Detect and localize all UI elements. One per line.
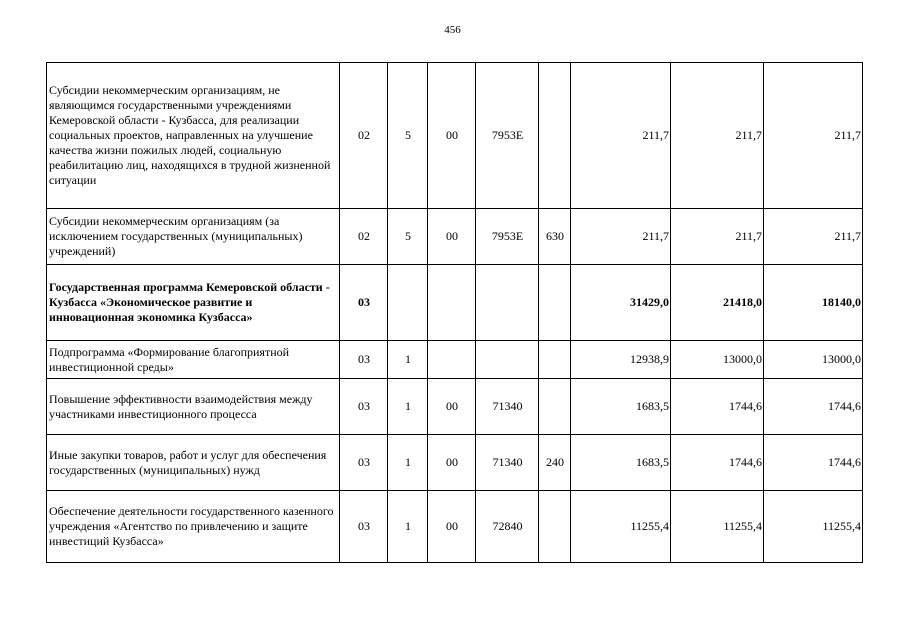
row-name: Повышение эффективности взаимодействия между участниками инвестиционного процесса [47,379,340,435]
program-code: 00 [428,491,476,563]
amount-year-3: 18140,0 [764,265,863,341]
direction-code [476,265,539,341]
expense-type-code [539,265,571,341]
amount-year-3: 13000,0 [764,341,863,379]
subsection-code: 1 [388,491,428,563]
table-row [47,341,863,379]
table-row [47,265,863,341]
section-code: 03 [340,341,388,379]
subsection-code: 5 [388,63,428,209]
amount-year-1: 211,7 [571,63,671,209]
expense-type-code: 240 [539,435,571,491]
expense-type-code: 630 [539,209,571,265]
expense-type-code [539,491,571,563]
program-code: 00 [428,435,476,491]
amount-year-2: 13000,0 [671,341,764,379]
amount-year-1: 31429,0 [571,265,671,341]
table-body [47,63,863,563]
direction-code: 7953Е [476,209,539,265]
section-code: 03 [340,491,388,563]
expense-type-code [539,379,571,435]
table-row [47,209,863,265]
amount-year-1: 211,7 [571,209,671,265]
program-code: 00 [428,209,476,265]
amount-year-3: 1744,6 [764,435,863,491]
program-code [428,341,476,379]
section-code: 03 [340,379,388,435]
amount-year-1: 1683,5 [571,379,671,435]
amount-year-3: 211,7 [764,63,863,209]
direction-code: 72840 [476,491,539,563]
amount-year-1: 12938,9 [571,341,671,379]
section-code: 03 [340,265,388,341]
amount-year-2: 211,7 [671,209,764,265]
direction-code: 7953Е [476,63,539,209]
amount-year-2: 211,7 [671,63,764,209]
program-code [428,265,476,341]
subsection-code: 1 [388,379,428,435]
subsection-code: 1 [388,341,428,379]
amount-year-2: 1744,6 [671,435,764,491]
direction-code: 71340 [476,435,539,491]
direction-code [476,341,539,379]
amount-year-2: 11255,4 [671,491,764,563]
subsection-code: 1 [388,435,428,491]
row-name: Иные закупки товаров, работ и услуг для обеспечения государственных (муниципальных) нужд [47,435,340,491]
table-row [47,379,863,435]
row-name: Подпрограмма «Формирование благоприятной инвестиционной среды» [47,341,340,379]
amount-year-3: 11255,4 [764,491,863,563]
program-code: 00 [428,63,476,209]
amount-year-1: 1683,5 [571,435,671,491]
row-name: Обеспечение деятельности государственного казенного учреждения «Агентство по привлечению и защите инвестиций Кузбасса» [47,491,340,563]
direction-code: 71340 [476,379,539,435]
amount-year-2: 1744,6 [671,379,764,435]
amount-year-1: 11255,4 [571,491,671,563]
amount-year-3: 1744,6 [764,379,863,435]
section-code: 02 [340,63,388,209]
budget-table [46,62,863,563]
page-number: 456 [444,24,461,36]
section-code: 02 [340,209,388,265]
row-name: Государственная программа Кемеровской области - Кузбасса «Экономическое развитие и инновационная экономика Кузбасса» [47,265,340,341]
table-row [47,491,863,563]
amount-year-3: 211,7 [764,209,863,265]
program-code: 00 [428,379,476,435]
expense-type-code [539,341,571,379]
expense-type-code [539,63,571,209]
table-row [47,63,863,209]
subsection-code [388,265,428,341]
section-code: 03 [340,435,388,491]
table-row [47,435,863,491]
subsection-code: 5 [388,209,428,265]
row-name: Субсидии некоммерческим организациям (за исключением государственных (муниципальных) учреждений) [47,209,340,265]
amount-year-2: 21418,0 [671,265,764,341]
row-name: Субсидии некоммерческим организациям, не являющимся государственными учреждениями Кемеровской области - Кузбасса, для реализации социальных проектов, направленных на улучшение качества жизни пожилых людей, социальную реабилитацию лиц, находящихся в трудной жизненной ситуации [47,63,340,209]
